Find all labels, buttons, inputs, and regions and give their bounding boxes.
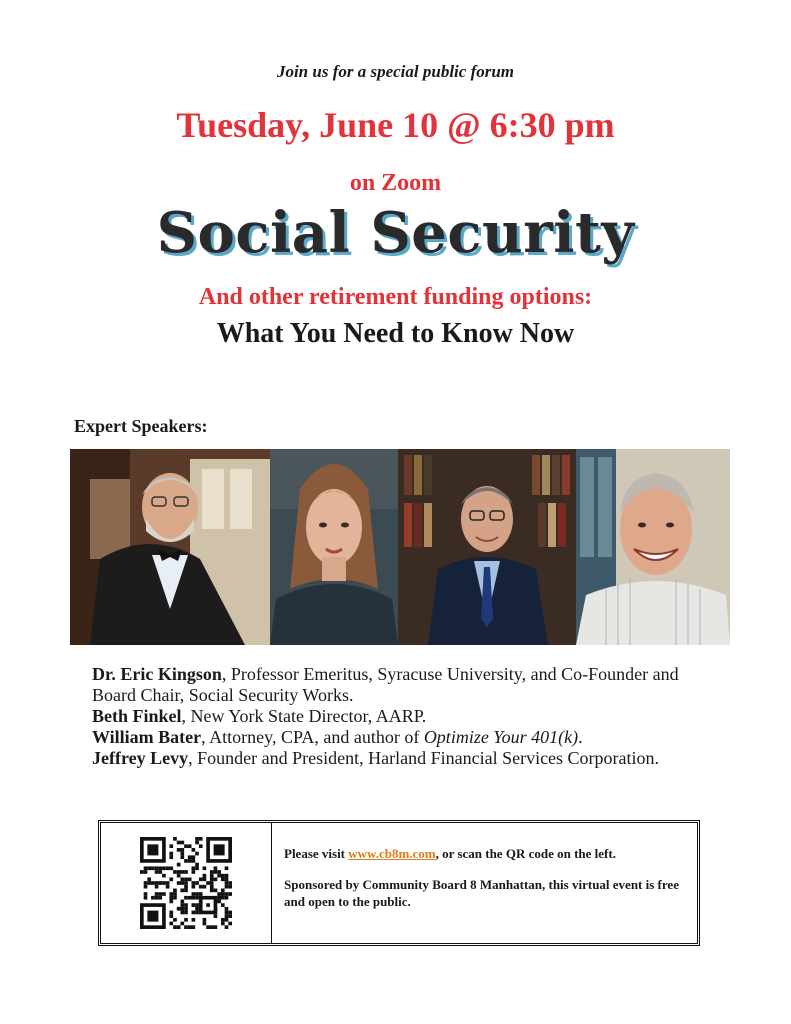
- event-tagline: What You Need to Know Now: [216, 318, 575, 349]
- speaker-bios: [92, 664, 692, 769]
- speaker-name: William Bater: [92, 727, 202, 747]
- speaker-name: Dr. Eric Kingson: [92, 664, 222, 684]
- qr-code-icon[interactable]: [140, 837, 232, 929]
- speaker-name: Beth Finkel: [92, 706, 182, 726]
- speaker-bio-finkel: [92, 706, 692, 727]
- speaker-photo-bater: [398, 449, 576, 645]
- visit-suffix: , or scan the QR code on the left.: [435, 846, 616, 861]
- speaker-bio-bater: [92, 727, 692, 748]
- speaker-description: , Professor Emeritus, Syracuse University, and Co-Founder and Board Chair, Social Security Works.: [92, 664, 679, 705]
- footer-text: [272, 823, 697, 943]
- speaker-bio-levy: [92, 748, 692, 769]
- speaker-description: , Attorney, CPA, and author of: [201, 727, 424, 747]
- visit-prefix: Please visit: [284, 846, 349, 861]
- event-title: Social Security: [156, 200, 635, 266]
- speaker-photo-strip: [70, 449, 730, 645]
- speaker-bio-kingson: [92, 664, 692, 706]
- speaker-description: , Founder and President, Harland Financial Services Corporation.: [188, 748, 660, 768]
- visit-line: [284, 845, 687, 862]
- sponsor-line: Sponsored by Community Board 8 Manhattan, this virtual event is free and open to the public.: [284, 877, 679, 909]
- speaker-name: Jeffrey Levy: [92, 748, 189, 768]
- event-platform: on Zoom: [349, 170, 442, 196]
- website-link[interactable]: www.cb8m.com: [348, 846, 436, 861]
- speaker-description-end: .: [578, 727, 583, 747]
- event-subtitle: And other retirement funding options:: [198, 284, 593, 310]
- forum-intro: Join us for a special public forum: [276, 62, 515, 81]
- footer-info-box: [98, 820, 700, 946]
- event-date-time: Tuesday, June 10 @ 6:30 pm: [176, 105, 615, 145]
- qr-code-cell: [101, 823, 272, 943]
- speaker-description: , New York State Director, AARP.: [181, 706, 427, 726]
- speaker-photo-kingson: [70, 449, 270, 645]
- book-title: Optimize Your 401(k): [423, 727, 579, 747]
- speaker-photo-finkel: [270, 449, 398, 645]
- speakers-heading: Expert Speakers:: [74, 416, 208, 436]
- speaker-photo-levy: [576, 449, 730, 645]
